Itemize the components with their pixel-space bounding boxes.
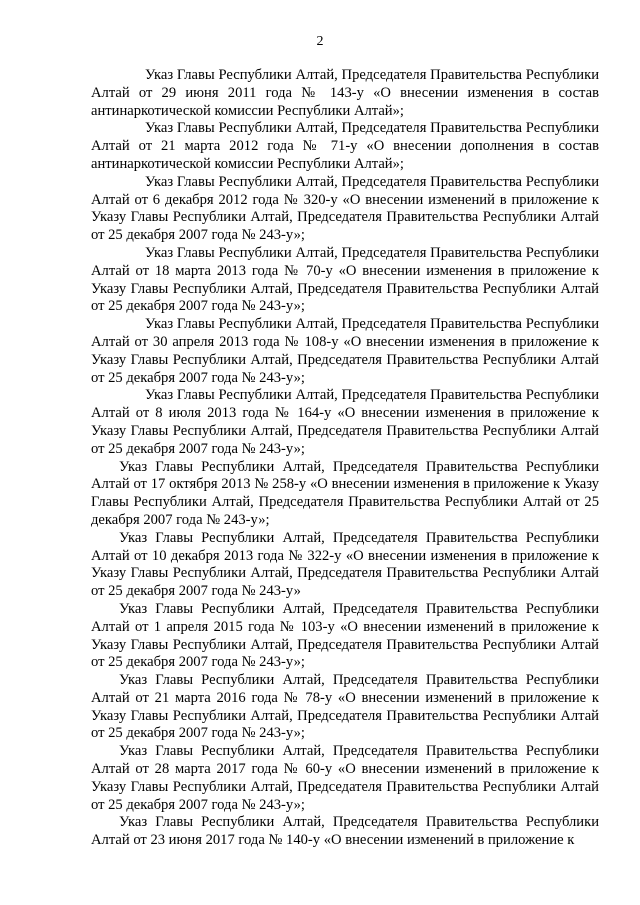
decree-paragraph: Указ Главы Республики Алтай, Председателя Правительства Республики Алтай от 29 июня 2011 года № 143-у «О внесении изменения в состав антинаркотической комиссии Республики Алтай»; [91,67,599,119]
decree-paragraph: Указ Главы Республики Алтай, Председателя Правительства Республики Алтай от 10 декабря 2013 года № 322-у «О внесении изменения в приложение к Указу Главы Республики Алтай, Председателя Правительства Республики Алтай от 25 декабря 2007 года № 243-у» [91,529,599,600]
page-number: 2 [316,34,324,49]
decree-paragraph: Указ Главы Республики Алтай, Председателя Правительства Республики Алтай от 21 марта 2012 года № 71-у «О внесении дополнения в состав антинаркотической комиссии Республики Алтай»; [91,120,599,172]
decree-paragraph: Указ Главы Республики Алтай, Председателя Правительства Республики Алтай от 23 июня 2017 года № 140-у «О внесении изменений в приложение к [91,814,599,849]
decree-paragraph: Указ Главы Республики Алтай, Председателя Правительства Республики Алтай от 17 октября 2013 № 258-у «О внесении изменения в приложение к Указу Главы Республики Алтай, Председателя Правительства Республики Алтай от 25 декабря 2007 года № 243-у»; [91,458,599,528]
decree-paragraph: Указ Главы Республики Алтай, Председателя Правительства Республики Алтай от 1 апреля 2015 года № 103-у «О внесении изменений в приложение к Указу Главы Республики Алтай, Председателя Правительства Республики Алтай от 25 декабря 2007 года № 243-у»; [91,600,599,671]
document-body [91,67,599,850]
decree-paragraph: Указ Главы Республики Алтай, Председателя Правительства Республики Алтай от 6 декабря 2012 года № 320-у «О внесении изменений в приложение к Указу Главы Республики Алтай, Председателя Правительства Республики Алтай от 25 декабря 2007 года № 243-у»; [91,173,599,244]
decree-paragraph: Указ Главы Республики Алтай, Председателя Правительства Республики Алтай от 21 марта 2016 года № 78-у «О внесении изменений в приложение к Указу Главы Республики Алтай, Председателя Правительства Республики Алтай от 25 декабря 2007 года № 243-у»; [91,672,599,742]
decree-paragraph: Указ Главы Республики Алтай, Председателя Правительства Республики Алтай от 18 марта 2013 года № 70-у «О внесении изменения в приложение к Указу Главы Республики Алтай, Председателя Правительства Республики Алтай от 25 декабря 2007 года № 243-у»; [91,244,599,315]
decree-paragraph: Указ Главы Республики Алтай, Председателя Правительства Республики Алтай от 30 апреля 2013 года № 108-у «О внесении изменения в приложение к Указу Главы Республики Алтай, Председателя Правительства Республики Алтай от 25 декабря 2007 года № 243-у»; [91,316,599,386]
decree-paragraph: Указ Главы Республики Алтай, Председателя Правительства Республики Алтай от 8 июля 2013 года № 164-у «О внесении изменения в приложение к Указу Главы Республики Алтай, Председателя Правительства Республики Алтай от 25 декабря 2007 года № 243-у»; [91,387,599,457]
decree-paragraph: Указ Главы Республики Алтай, Председателя Правительства Республики Алтай от 28 марта 2017 года № 60-у «О внесении изменений в приложение к Указу Главы Республики Алтай, Председателя Правительства Республики Алтай от 25 декабря 2007 года № 243-у»; [91,743,599,813]
